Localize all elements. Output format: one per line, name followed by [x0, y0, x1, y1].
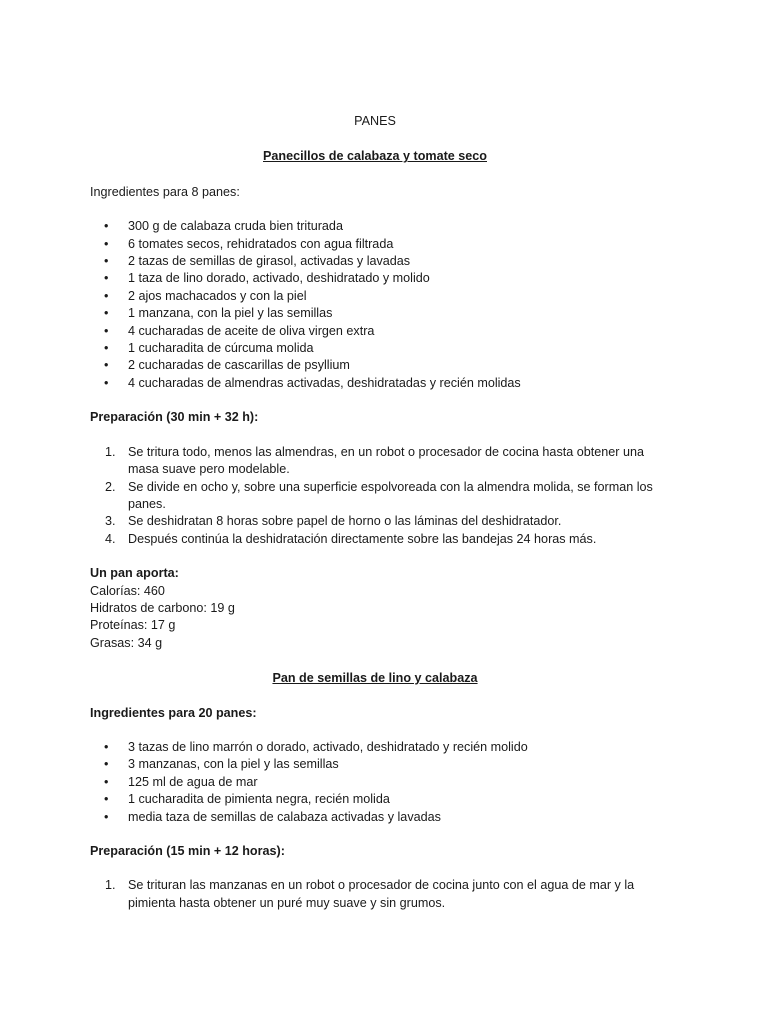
recipe1-ingredients-list	[90, 218, 660, 392]
document-content	[90, 113, 660, 912]
step-text: Después continúa la deshidratación directamente sobre las bandejas 24 horas más.	[128, 531, 597, 546]
recipe1-steps-list	[90, 444, 660, 548]
recipe2-title: Pan de semillas de lino y calabaza	[272, 671, 478, 686]
list-item	[90, 479, 660, 514]
list-item: • 1 taza de lino dorado, activado, deshidratado y molido	[90, 270, 660, 287]
step-number: 3.	[105, 514, 116, 529]
step-text: Se divide en ocho y, sobre una superficie espolvoreada con la almendra molida, se forman los panes.	[128, 479, 653, 511]
document-title: PANES	[354, 114, 396, 128]
step-number: 2.	[105, 479, 116, 494]
list-item: • 3 manzanas, con la piel y las semillas	[90, 756, 660, 773]
list-item: • 3 tazas de lino marrón o dorado, activado, deshidratado y recién molido	[90, 739, 660, 756]
nutrition-line: Calorías: 460	[90, 583, 165, 598]
nutrition-heading: Un pan aporta:	[90, 566, 179, 581]
list-item: • 1 manzana, con la piel y las semillas	[90, 305, 660, 322]
list-item: • 125 ml de agua de mar	[90, 774, 660, 791]
list-item: • 300 g de calabaza cruda bien triturada	[90, 218, 660, 235]
list-item: • 6 tomates secos, rehidratados con agua filtrada	[90, 236, 660, 253]
list-item: • media taza de semillas de calabaza activadas y lavadas	[90, 809, 660, 826]
step-text: Se trituran las manzanas en un robot o procesador de cocina junto con el agua de mar y la pimienta hasta obtener un puré muy suave y sin grumos.	[128, 878, 635, 910]
recipe2-ingredients-list	[90, 739, 660, 826]
list-item: • 4 cucharadas de aceite de oliva virgen extra	[90, 323, 660, 340]
list-item: • 1 cucharadita de cúrcuma molida	[90, 340, 660, 357]
list-item: • 2 cucharadas de cascarillas de psyllium	[90, 357, 660, 374]
step-text: Se deshidratan 8 horas sobre papel de horno o las láminas del deshidratador.	[128, 514, 562, 529]
list-item	[90, 444, 660, 479]
recipe1-ingredients-heading: Ingredientes para 8 panes:	[90, 184, 240, 199]
list-item: • 4 cucharadas de almendras activadas, deshidratadas y recién molidas	[90, 375, 660, 392]
nutrition-line: Grasas: 34 g	[90, 635, 163, 650]
list-item	[90, 531, 660, 548]
list-item: • 1 cucharadita de pimienta negra, recién molida	[90, 791, 660, 808]
recipe2-ingredients-heading: Ingredientes para 20 panes:	[90, 705, 257, 720]
recipe2-preparation-heading: Preparación (15 min + 12 horas):	[90, 844, 285, 858]
step-number: 4.	[105, 531, 116, 546]
list-item: • 2 ajos machacados y con la piel	[90, 288, 660, 305]
list-item: • 2 tazas de semillas de girasol, activadas y lavadas	[90, 253, 660, 270]
step-number: 1.	[105, 878, 116, 893]
nutrition-line: Hidratos de carbono: 19 g	[90, 600, 235, 615]
recipe2-steps-list	[90, 877, 660, 912]
step-text: Se tritura todo, menos las almendras, en un robot o procesador de cocina hasta obtener una masa suave pero modelable.	[128, 444, 644, 477]
nutrition-line: Proteínas: 17 g	[90, 618, 176, 633]
recipe1-preparation-heading: Preparación (30 min + 32 h):	[90, 410, 259, 425]
step-number: 1.	[105, 444, 116, 459]
list-item	[90, 877, 660, 912]
recipe1-nutrition	[90, 565, 660, 652]
list-item	[90, 513, 660, 530]
recipe1-title: Panecillos de calabaza y tomate seco	[263, 149, 487, 164]
